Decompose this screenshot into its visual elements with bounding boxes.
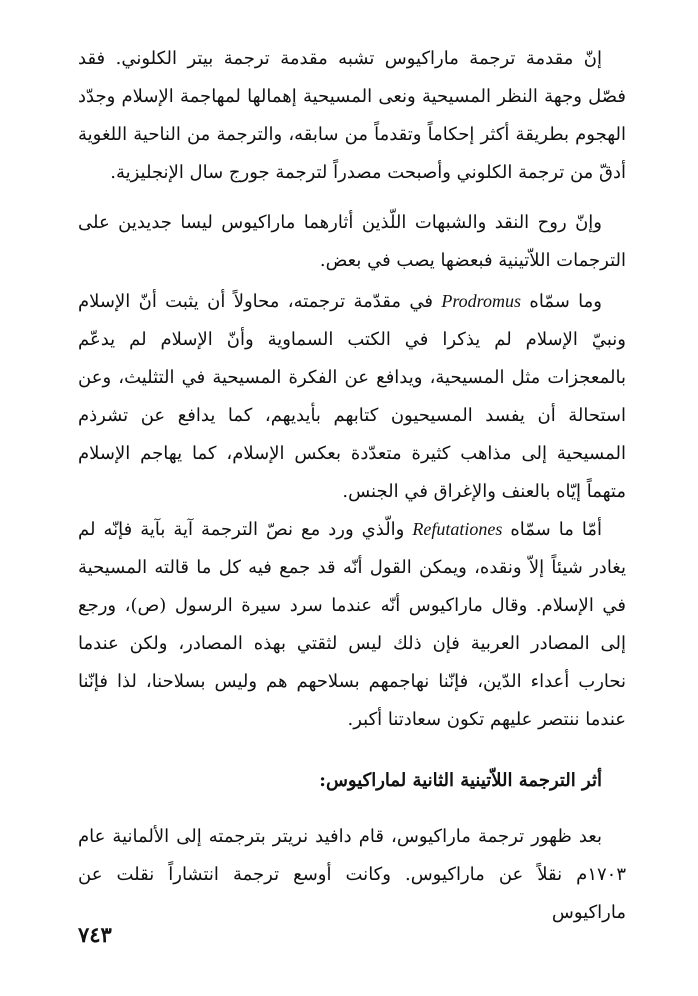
paragraph-1-text: إنّ مقدمة ترجمة ماراكيوس تشبه مقدمة ترجمة بيتر الكلوني. فقد فصّل وجهة النظر المسيحية ونعى المسيحية إهمالها لمهاجمة الإسلام وجدّد الهجوم بطريقة أكثر إحكاماً وتقدماً من سابقه، والترجمة من الناحية اللغوية أدقّ من ترجمة الكلوني وأصبحت مصدراً لترجمة جورج سال الإنجليزية. [78, 48, 626, 183]
latin-term-refutationes: Refutationes [412, 519, 503, 539]
paragraph-4-text-after: والّذي ورد مع نصّ الترجمة آية بآية فإنّه لم يغادر شيئاً إلاّ ونقده، ويمكن القول أنّه قد جمع فيه كل ما قالته المسيحية في الإسلام. وقال ماراكيوس أنّه عندما سرد سيرة الرسول (ص)، ورجع إلى المصادر العربية فإن ذلك ليس لثقتي بهذه المصادر، ولكن عندما نحارب أعداء الدّين، فإنّنا نهاجمهم بسلاحهم هم وليس بسلاحنا، لذا فإنّنا عندما ننتصر عليهم تكون سعادتنا أكبر. [78, 519, 626, 730]
paragraph-2-text: وإنّ روح النقد والشبهات اللّذين أثارهما ماراكيوس ليسا جديدين على الترجمات اللاّتينية فبعضها يصب في بعض. [78, 212, 626, 271]
paragraph-1 [78, 40, 626, 192]
paragraph-3 [78, 282, 626, 511]
paragraph-5-text: بعد ظهور ترجمة ماراكيوس، قام دافيد نريتر بترجمته إلى الألمانية عام ١٧٠٣م نقلاً عن ماراكيوس. وكانت أوسع ترجمة انتشاراً نقلت عن ماراكيوس [78, 826, 626, 923]
paragraph-2 [78, 204, 626, 280]
paragraph-4-text-before: أمّا ما سمّاه [510, 519, 602, 540]
paragraph-3-text-before: وما سمّاه [529, 291, 602, 312]
page-number: ٧٤٣ [78, 922, 112, 947]
paragraph-4 [78, 510, 626, 739]
latin-term-prodromus: Prodromus [441, 291, 522, 311]
paragraph-5 [78, 818, 626, 932]
paragraph-3-text-after: في مقدّمة ترجمته، محاولاً أن يثبت أنّ الإسلام ونبيّ الإسلام لم يذكرا في الكتب السماوية وأنّ الإسلام لم يدعّم بالمعجزات مثل المسيحية، ويدافع عن الفكرة المسيحية في التثليث، وعن استحالة أن يفسد المسيحيون كتابهم بأيديهم، كما يدافع عن تشرذم المسيحية إلى مذاهب كثيرة متعدّدة بعكس الإسلام، كما يهاجم الإسلام متهماً إيّاه بالعنف والإغراق في الجنس. [78, 291, 626, 502]
section-heading: أثر الترجمة اللاّتينية الثانية لماراكيوس: [319, 770, 602, 791]
